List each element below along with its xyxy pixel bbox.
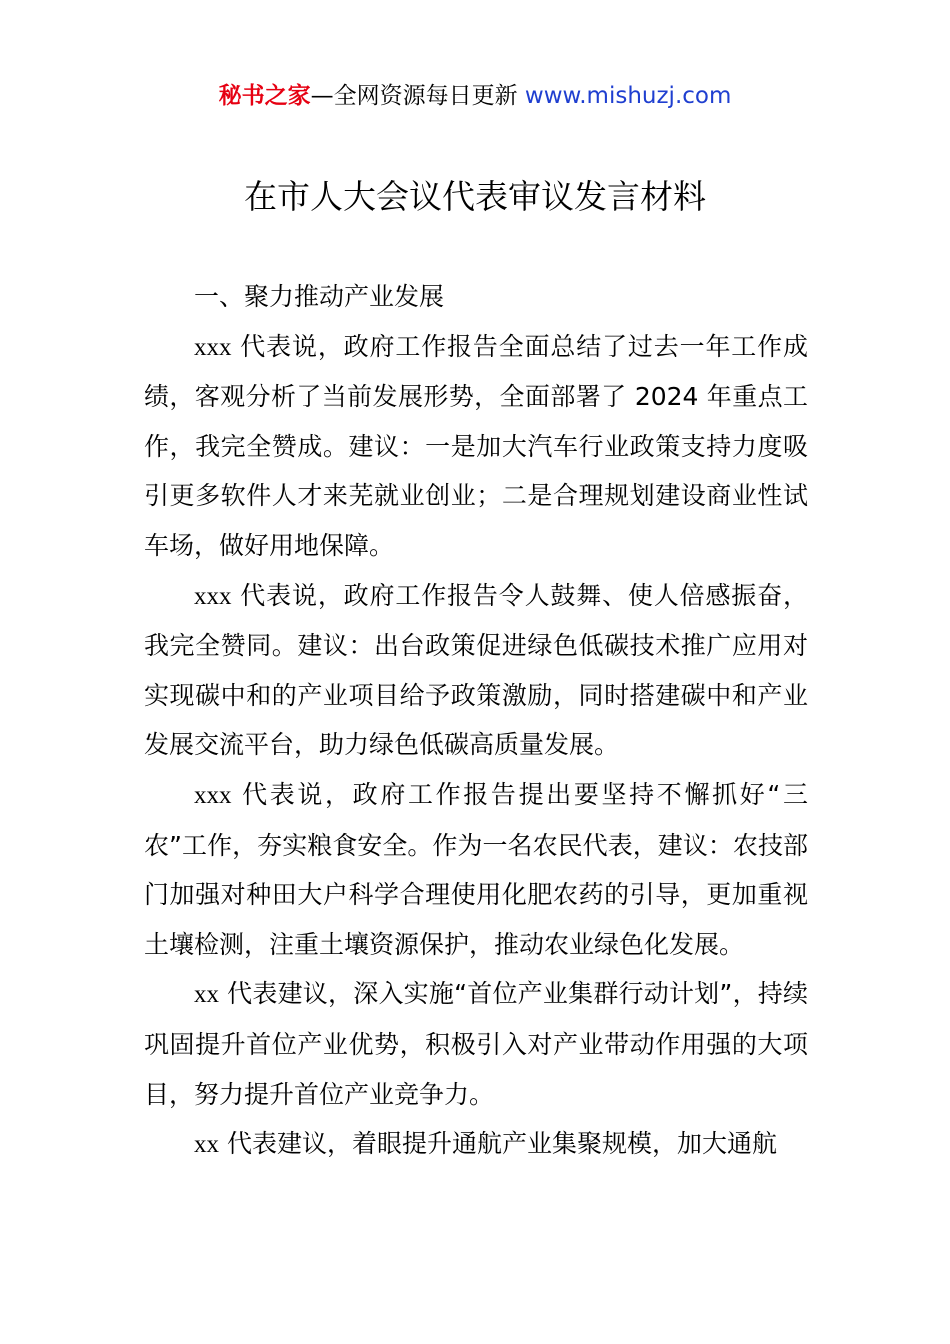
representative-name: xx	[194, 981, 219, 1009]
section-heading: 一、聚力推动产业发展	[194, 282, 445, 311]
representative-name: xxx	[194, 333, 232, 361]
body-paragraph	[144, 322, 808, 571]
brand-name: 秘书之家	[218, 83, 311, 109]
body-paragraph	[144, 969, 808, 1119]
representative-name: xxx	[194, 582, 232, 610]
paragraph-text: 代表说，政府工作报告令人鼓舞、使人倍感振奋，我完全赞同。建议：出台政策促进绿色低碳技术推广应用对实现碳中和的产业项目给予政策激励，同时搭建碳中和产业发展交流平台，助力绿色低碳高质量发展。	[144, 580, 808, 760]
representative-name: xx	[194, 1131, 219, 1159]
body-paragraph	[144, 1119, 808, 1170]
paragraph-text: 代表建议，深入实施“首位产业集群行动计划”，持续巩固提升首位产业优势，积极引入对产业带动作用强的大项目，努力提升首位产业竞争力。	[144, 979, 808, 1109]
representative-name: xxx	[194, 781, 232, 809]
body-paragraph	[144, 770, 808, 969]
header-tagline: —全网资源每日更新	[310, 83, 525, 109]
paragraph-text: 代表说，政府工作报告提出要坚持不懈抓好“三农”工作，夯实粮食安全。作为一名农民代表，建议：农技部门加强对种田大户科学合理使用化肥农药的引导，更加重视土壤检测，注重土壤资源保护，推动农业绿色化发展。	[144, 779, 808, 959]
paragraph-text: 代表说，政府工作报告全面总结了过去一年工作成绩，客观分析了当前发展形势，全面部署了 2024 年重点工作，我完全赞成。建议：一是加大汽车行业政策支持力度吸引更多软件人才来芜就业创业；二是合理规划建设商业性试车场，做好用地保障。	[144, 331, 808, 560]
site-header	[0, 78, 950, 114]
site-url-link[interactable]: www.mishuzj.com	[524, 83, 732, 109]
document-title: 在市人大会议代表审议发言材料	[244, 177, 706, 216]
document-body	[144, 272, 808, 1170]
body-paragraph	[144, 571, 808, 770]
paragraph-text: 代表建议，着眼提升通航产业集聚规模，加大通航	[219, 1129, 777, 1159]
